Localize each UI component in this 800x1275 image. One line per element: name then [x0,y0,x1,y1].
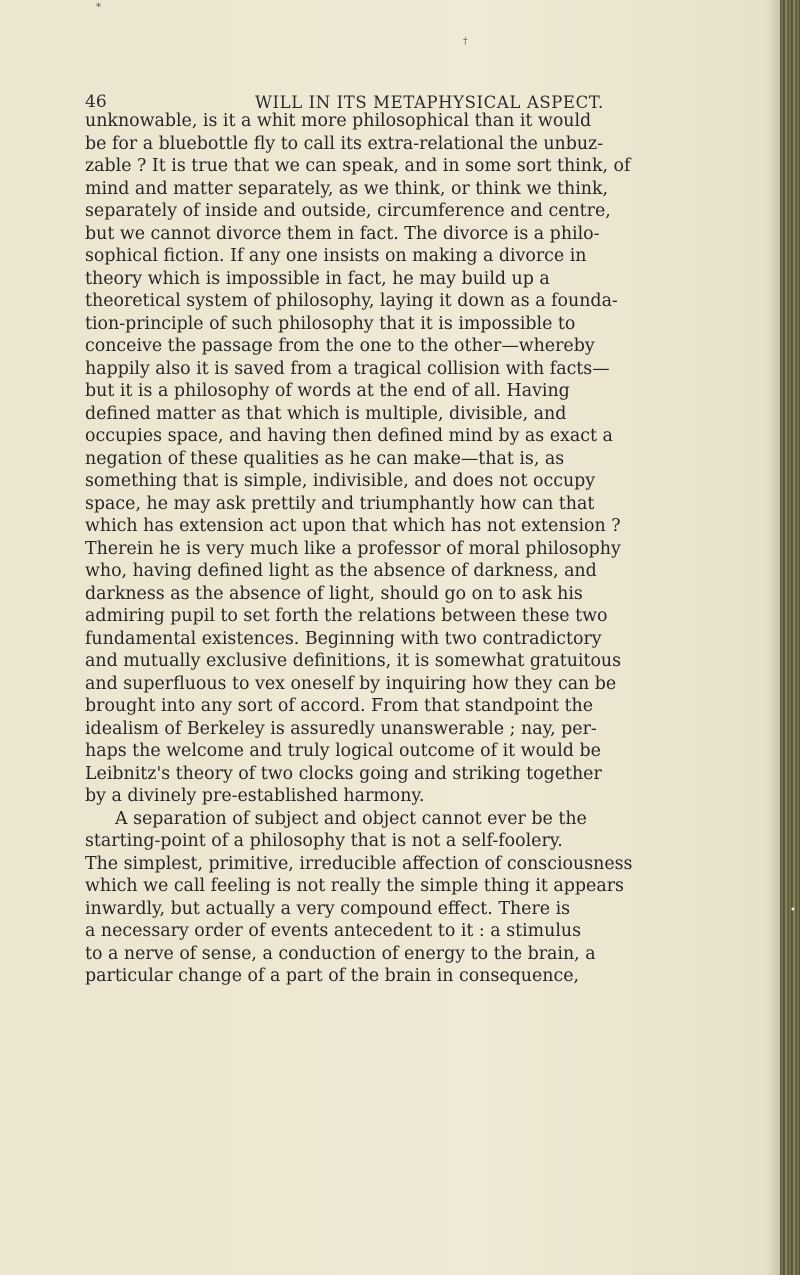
text-line: Therein he is very much like a professor of moral philosophy [85,538,621,559]
text-line: defined matter as that which is multiple, divisible, and [85,403,567,424]
text-line: a necessary order of events antecedent to it : a stimulus [85,921,582,941]
text-line: but we cannot divorce them in fact. The divorce is a philo- [85,223,600,244]
stray-mark-tick: † [463,37,468,47]
text-line: tion-principle of such philosophy that it is impossible to [85,313,576,334]
text-line: which we call feeling is not really the simple thing it appears [85,876,624,896]
text-line: something that is simple, indivisible, and does not occupy [85,471,596,491]
stray-mark-margin: • [790,905,796,916]
text-line-paragraph-start: A separation of subject and object cannot ever be the [115,808,587,829]
text-line: Leibnitz's theory of two clocks going and striking together [85,763,602,784]
text-line: mind and matter separately, as we think, or think we think, [85,178,609,199]
text-line: particular change of a part of the brain in consequence, [85,966,580,986]
text-line: be for a bluebottle fly to call its extra-relational the unbuz- [85,133,604,154]
text-line: brought into any sort of accord. From that standpoint the [85,696,594,716]
text-line: zable ? It is true that we can speak, and in some sort think, of [85,156,631,176]
text-line: but it is a philosophy of words at the end of all. Having [85,381,570,401]
text-line: theory which is impossible in fact, he may build up a [85,268,550,289]
text-line: separately of inside and outside, circumference and centre, [85,201,611,221]
page-gutter-shadow [766,0,780,1275]
text-line: admiring pupil to set forth the relations between these two [85,606,608,626]
text-line: idealism of Berkeley is assuredly unanswerable ; nay, per- [85,718,597,739]
running-head: WILL IN ITS METAPHYSICAL ASPECT. [255,93,604,112]
text-line: theoretical system of philosophy, laying it down as a founda- [85,291,618,311]
text-line: and mutually exclusive definitions, it is somewhat gratuitous [85,651,622,671]
text-line: who, having defined light as the absence of darkness, and [85,561,597,581]
text-line: haps the welcome and truly logical outcome of it would be [85,741,601,761]
text-line: sophical fiction. If any one insists on making a divorce in [85,246,587,266]
text-line: The simplest, primitive, irreducible affection of consciousness [85,853,633,874]
text-line: to a nerve of sense, a conduction of energy to the brain, a [85,943,596,964]
text-line: fundamental existences. Beginning with two contradictory [85,628,602,649]
text-line: by a divinely pre-established harmony. [85,786,425,806]
text-line: and superfluous to vex oneself by inquiring how they can be [85,673,617,694]
text-line: conceive the passage from the one to the other—whereby [85,336,595,356]
text-line: inwardly, but actually a very compound effect. There is [85,898,571,919]
text-line: unknowable, is it a whit more philosophical than it would [85,111,592,131]
text-line: darkness as the absence of light, should go on to ask his [85,583,583,604]
text-line: starting-point of a philosophy that is not a self-foolery. [85,831,563,851]
text-line: space, he may ask prettily and triumphantly how can that [85,493,595,514]
text-line: happily also it is saved from a tragical collision with facts— [85,358,610,379]
page-edge [780,0,800,1275]
stray-mark-top: * [96,2,101,13]
text-line: which has extension act upon that which has not extension ? [85,516,621,536]
body-text [85,110,755,988]
text-line: occupies space, and having then defined mind by as exact a [85,426,613,446]
text-line: negation of these qualities as he can make—that is, as [85,448,565,469]
page-number: 46 [85,92,107,112]
